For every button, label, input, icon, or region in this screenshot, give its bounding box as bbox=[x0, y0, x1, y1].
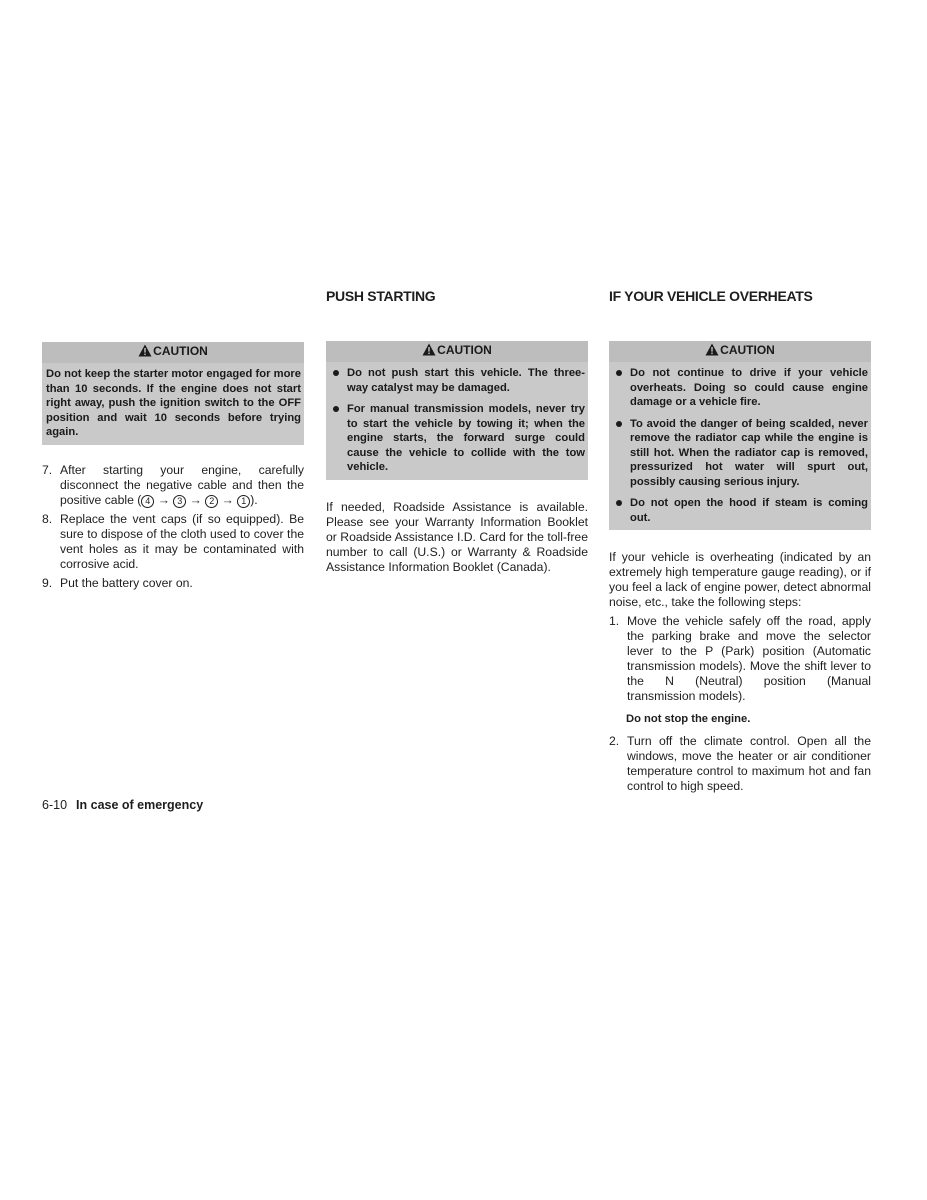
circled-number: 4 bbox=[141, 495, 154, 508]
overheat-intro-paragraph: If your vehicle is overheating (indicated by an extremely high temperature gauge reading), or if you feel a lack of engine power, detect abnormal noise, etc., take the following steps: bbox=[609, 550, 871, 609]
right-column bbox=[609, 288, 871, 798]
step-text: Put the battery cover on. bbox=[60, 575, 193, 590]
caution-header bbox=[326, 341, 588, 362]
bullet-text: Do not open the hood if steam is coming out. bbox=[630, 497, 868, 524]
left-column bbox=[42, 342, 304, 595]
bullet-text: For manual transmission models, never try to start the vehicle by towing it; when the engine starts, the forward surge could cause the vehicle to collide with the tow vehicle. bbox=[347, 403, 585, 473]
caution-box-starter bbox=[42, 342, 304, 445]
list-item bbox=[613, 417, 868, 490]
battery-steps-list bbox=[42, 463, 304, 591]
caution-box-push-start bbox=[326, 341, 588, 480]
bullet-text: To avoid the danger of being scalded, never remove the radiator cap while the engine is still hot. When the radiator cap is removed, pressurized hot water will spurt out, possibly causing serious injury. bbox=[630, 417, 868, 488]
page-number: 6-10 bbox=[42, 798, 68, 812]
circled-number: 3 bbox=[173, 495, 186, 508]
caution-header bbox=[609, 341, 871, 362]
list-item bbox=[42, 463, 304, 508]
circled-number: 1 bbox=[237, 495, 250, 508]
list-item bbox=[613, 366, 868, 410]
step-number: 9. bbox=[42, 575, 53, 590]
bullet-icon bbox=[333, 406, 339, 412]
list-item bbox=[609, 734, 871, 794]
list-item bbox=[42, 576, 304, 591]
bullet-text: Do not push start this vehicle. The three-way catalyst may be damaged. bbox=[347, 367, 585, 394]
roadside-assistance-paragraph: If needed, Roadside Assistance is available. Please see your Warranty Information Booklet or Roadside Assistance I.D. Card for the toll-free number to call (U.S.) or Warranty & Roadside Assistance Information Booklet (Canada). bbox=[326, 499, 588, 574]
page-footer bbox=[42, 798, 203, 813]
overheat-steps-list bbox=[609, 614, 871, 704]
list-item bbox=[613, 496, 868, 525]
step-text: After starting your engine, carefully disconnect the negative cable and then the positive cable ( bbox=[60, 462, 304, 507]
warning-triangle-icon bbox=[138, 344, 152, 361]
do-not-stop-engine-note: Do not stop the engine. bbox=[626, 713, 751, 725]
list-item bbox=[42, 512, 304, 572]
caution-box-overheat bbox=[609, 341, 871, 530]
step-text-end: ). bbox=[250, 492, 258, 507]
section-heading-overheats: IF YOUR VEHICLE OVERHEATS bbox=[609, 288, 813, 304]
list-item bbox=[330, 402, 585, 475]
bullet-icon bbox=[616, 421, 622, 427]
overheat-steps-list-continued bbox=[609, 734, 871, 794]
caution-label: CAUTION bbox=[437, 343, 492, 357]
circled-number: 2 bbox=[205, 495, 218, 508]
list-item bbox=[330, 366, 585, 395]
arrow: → bbox=[189, 492, 202, 507]
step-number: 8. bbox=[42, 511, 53, 526]
step-number: 7. bbox=[42, 462, 53, 477]
arrow: → bbox=[157, 492, 170, 507]
caution-bullets bbox=[613, 366, 868, 525]
caution-text: Do not keep the starter motor engaged for more than 10 seconds. If the engine does not start right away, push the ignition switch to the OFF position and wait 10 seconds before trying again. bbox=[46, 368, 301, 438]
step-text: Move the vehicle safely off the road, apply the parking brake and move the selector lever to the P (Park) position (Automatic transmission models). Move the shift lever to the N (Neutral) position (Manual transmission models). bbox=[627, 614, 871, 703]
caution-bullets bbox=[330, 366, 585, 475]
warning-triangle-icon bbox=[705, 343, 719, 360]
section-heading-push-starting: PUSH STARTING bbox=[326, 288, 436, 304]
step-number: 2. bbox=[609, 734, 620, 748]
step-text: Turn off the climate control. Open all the windows, move the heater or air conditioner temperature control to maximum hot and fan control to high speed. bbox=[627, 734, 871, 793]
bullet-text: Do not continue to drive if your vehicle overheats. Doing so could cause engine damage or a vehicle fire. bbox=[630, 367, 868, 408]
caution-label: CAUTION bbox=[720, 343, 775, 357]
caution-label: CAUTION bbox=[153, 344, 208, 358]
arrow: → bbox=[221, 492, 234, 507]
bullet-icon bbox=[616, 500, 622, 506]
warning-triangle-icon bbox=[422, 343, 436, 360]
section-title: In case of emergency bbox=[76, 798, 204, 812]
caution-header bbox=[42, 342, 304, 363]
bullet-icon bbox=[616, 370, 622, 376]
bullet-icon bbox=[333, 370, 339, 376]
list-item bbox=[609, 614, 871, 704]
step-number: 1. bbox=[609, 614, 620, 628]
step-text: Replace the vent caps (if so equipped). Be sure to dispose of the cloth used to cover the vent holes as it may be contaminated with corrosive acid. bbox=[60, 511, 304, 571]
middle-column bbox=[326, 288, 588, 575]
